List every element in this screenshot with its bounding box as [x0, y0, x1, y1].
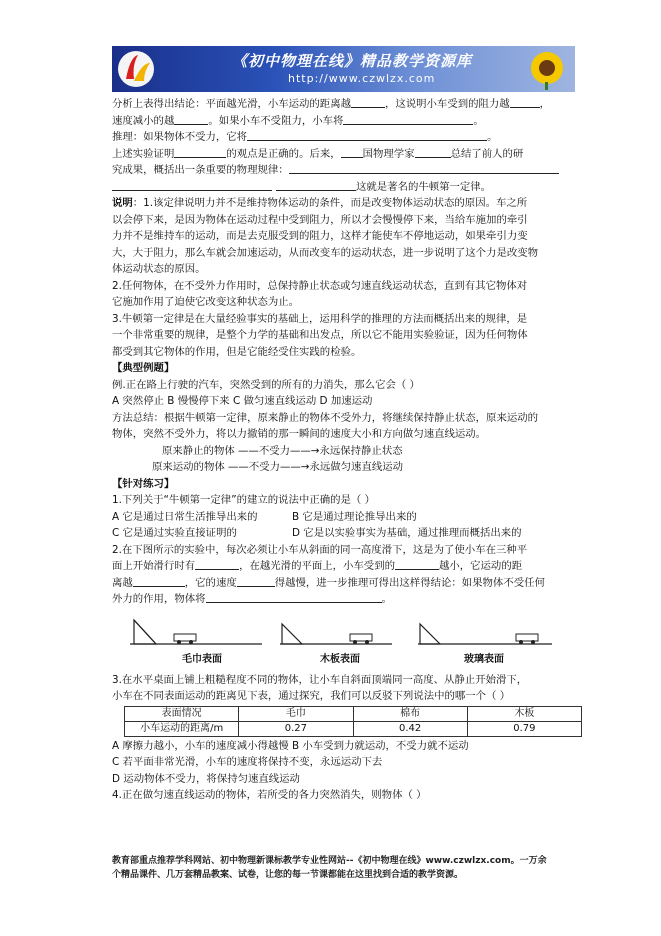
table-header: 木板 [467, 706, 581, 721]
question-options: A 它是通过日常生活推导出来的 B 它是通过理论推导出来的 [112, 510, 417, 523]
question: 面上开始滑行时有 ，在越光滑的平面上，小车受到的 越小，它运动的距 [112, 560, 523, 572]
question: 离越 ，它的速度 得越慢，进一步推理可得出这样得结论：如果物体不受任何 [112, 576, 545, 589]
note-line: 3.牛顿第一定律是在大量经验事实的基础上，运用科学的推理的方法而概括出来的规律，是 [112, 312, 528, 325]
note-line: 体运动状态的原因。 [112, 263, 206, 275]
table-header: 毛巾 [239, 706, 353, 721]
text-line: 上述实验证明 的观点是正确的。后来， 国物理学家 总结了前人的研 [112, 147, 524, 160]
banner-title: 《初中物理在线》精品教学资源库 [232, 52, 473, 70]
document-body [112, 96, 582, 804]
banner-url[interactable]: http://www.czwlzx.com [288, 72, 436, 85]
arrow-line: 原来运动的物体 ——不受力——→永远做匀速直线运动 [152, 461, 404, 473]
ramp-wood [280, 624, 392, 644]
example-options: A 突然停止 B 慢慢停下来 C 做匀速直线运动 D 加速运动 [112, 395, 373, 407]
experiment-figure [112, 612, 582, 670]
footer-line: 教育部重点推荐学科网站、初中物理新课标教学专业性网站--《初中物理在线》www.czwlzx.com。一万余 [112, 856, 547, 866]
table-cell: 0.42 [353, 721, 467, 736]
question: 1.下列关于“牛顿第一定律”的建立的说法中正确的是（ ） [112, 494, 375, 506]
note-line: 大，大于阻力，那么车就会加速运动，从而改变车的运动状态，进一步说明了这个力是改变物 [112, 246, 539, 259]
table-cell: 0.27 [239, 721, 353, 736]
text-line: 推理：如果物体不受力，它将 。 [112, 131, 498, 143]
note-line: 说明：1.该定律说明力并不是维持物体运动的条件，而是改变物体运动状态的原因。车之所 [112, 197, 528, 209]
ramp-diagram [112, 612, 582, 652]
question-option: D 运动物体不受力，将保持匀速直线运动 [112, 772, 300, 785]
section-heading: 【针对练习】 [112, 477, 175, 490]
question: 2.在下图所示的实验中，每次必须让小车从斜面的同一高度滑下，这是为了使小车在三种平 [112, 543, 528, 556]
ramp-towel [130, 620, 262, 644]
note-line: 它施加作用了迫使它改变这种状态为止。 [112, 296, 300, 308]
text-line: 分析上表得出结论：平面越光滑，小车运动的距离越 ，这说明小车受到的阻力越 ， [112, 98, 551, 110]
table-cell: 小车运动的距离/m [125, 721, 239, 736]
note-line: 2.任何物体，在不受外力作用时，总保持静止状态或匀速直线运动状态，直到有其它物体对 [112, 279, 528, 292]
table-header-row [125, 706, 582, 721]
text-line: 究成果，概括出一条重要的物理规律： [112, 162, 582, 179]
note-line: 力并不是维持车的运动，而是去克服受到的阻力，这样才能使车不停地运动，如果牵引力变 [112, 230, 528, 242]
figure-label-wood: 木板表面 [320, 653, 360, 665]
note-line: 以会停下来，是因为物体在运动过程中受到阻力，所以才会慢慢停下来，当给车施加的牵引 [112, 213, 528, 226]
question-option: C 若平面非常光滑，小车的速度将保持不变，永远运动下去 [112, 756, 383, 768]
section-heading: 【典型例题】 [112, 362, 175, 374]
distance-table [124, 706, 582, 737]
question: 4.正在做匀速直线运动的物体，若所受的各力突然消失，则物体（ ） [112, 789, 427, 801]
header-banner [112, 46, 575, 92]
method-line: 方法总结：根据牛顿第一定律，原来静止的物体不受外力，将继续保持静止状态，原来运动的 [112, 411, 539, 424]
question-options: C 它是通过实验直接证明的 D 它是以实验事实为基础，通过推理而概括出来的 [112, 527, 522, 539]
example-question: 例.正在路上行驶的汽车，突然受到的所有的力消失，那么它会（ ） [112, 378, 420, 391]
note-line: 都受到其它物体的作用，但是它能经受住实践的检验。 [112, 345, 362, 358]
footer-line: 个精品课件、几万套精品教案、试卷，让您的每一节课都能在这里找到合适的教学资源。 [112, 870, 464, 880]
arrow-line: 原来静止的物体 ——不受力——→永远保持静止状态 [162, 444, 403, 457]
text-line: 这就是著名的牛顿第一定律。 [112, 179, 582, 196]
question: 外力的作用，物体将 。 [112, 593, 392, 605]
figure-label-towel: 毛巾表面 [182, 653, 222, 665]
sunflower-icon [523, 48, 571, 90]
table-row [125, 721, 582, 736]
text-line: 速度减小的越 。如果小车不受阻力，小车将 。 [112, 114, 484, 127]
table-header: 表面情况 [125, 706, 239, 721]
ramp-glass [418, 624, 552, 644]
note-line: 一个非常重要的规律，是整个力学的基础和出发点，所以它不能用实验验证，因为任何物体 [112, 329, 528, 341]
question: 3.在水平桌面上铺上粗糙程度不同的物体，让小车自斜面顶端同一高度、从静止开始滑下， [112, 673, 528, 686]
question: 小车在不同表面运动的距离见下表，通过探究，我们可以反驳下列说法中的哪一个（ ） [112, 690, 511, 702]
page-footer [112, 854, 582, 882]
question-option: A 摩擦力越小，小车的速度减小得越慢 B 小车受到力就运动，不受力就不运动 [112, 739, 469, 752]
figure-label-glass: 玻璃表面 [464, 653, 504, 665]
table-cell: 0.79 [467, 721, 581, 736]
method-line: 物体，突然不受外力，将以力撤销的那一瞬间的速度大小和方向做匀速直线运动。 [112, 428, 487, 440]
table-header: 棉布 [353, 706, 467, 721]
logo-icon [116, 49, 156, 89]
